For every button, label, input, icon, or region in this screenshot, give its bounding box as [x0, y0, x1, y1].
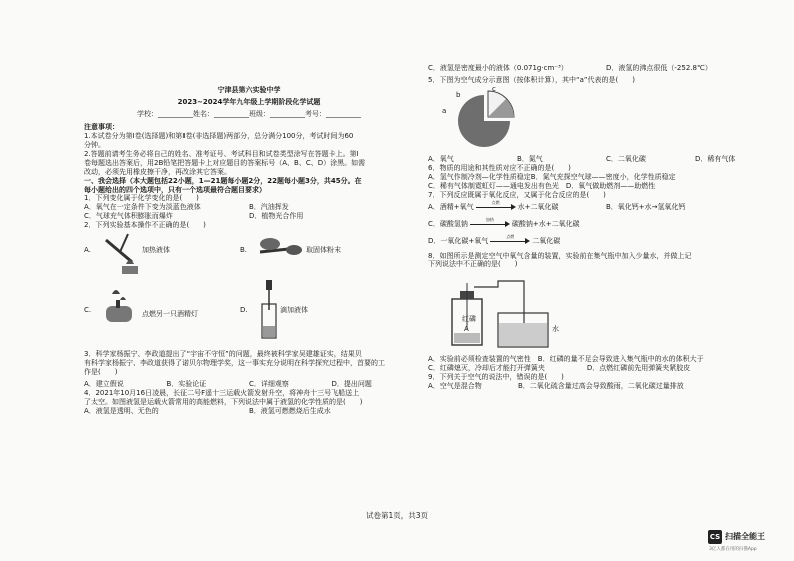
note-line: 改动，必须先用橡皮擦干净，再改涂其它答案。 — [84, 167, 231, 176]
q6-line: A．氢气作制冷剂—化学性质稳定B．氮气充探空气球——密度小，化学性质稳定 — [428, 172, 676, 181]
powder-figure — [256, 234, 306, 264]
alcohol-lamp-figure — [98, 286, 138, 332]
q7-option-a — [428, 200, 606, 212]
q7-option-d — [428, 234, 784, 246]
reaction-arrow — [476, 200, 516, 211]
q8-line: 8．如图所示是测定空气中氧气含量的装置，实验前在集气瓶中加入少量水，并做上记 — [428, 251, 692, 260]
q5-option-a: A．氧气 — [428, 154, 454, 163]
q4-line: 4．2021年10月16日凌晨，长征二号F遥十三运载火箭发射升空，将神舟十三号飞船送上 — [84, 389, 360, 398]
q4-options-row — [84, 407, 414, 416]
label-red-phosphorus: 红磷 — [462, 315, 476, 324]
q1-option-c: C．气球充气体积膨胀而爆炸 — [84, 212, 173, 221]
q7-c-reactants: C．碳酸氢钠 — [428, 219, 468, 228]
q8-option-ab: A．实验前必须检查装置的气密性 B．红磷的量不足会导致进入集气瓶中的水的体积大于 — [428, 355, 704, 364]
q9-stem: 9．下列关于空气的说法中，错误的是( ) — [428, 373, 564, 382]
q7-a-products: 水+二氧化碳 — [517, 202, 559, 211]
section1-heading-2: 每小题给出的四个选项中，只有一个选项最符合题目要求） — [84, 185, 266, 194]
q7-option-c — [428, 217, 784, 229]
watermark-sub: 3亿人都在用的扫描App — [709, 547, 757, 552]
q9-options-row — [428, 382, 784, 391]
section1-heading: 一、我会选择（本大题包括22小题，1—21题每小题2分，22题每小题3分，共45分。在 — [84, 176, 362, 185]
q2-caption-b: 取固体粉末 — [306, 246, 341, 255]
reaction-arrow — [470, 217, 510, 228]
q2-label-c: C. — [84, 306, 92, 315]
q5-option-b: B．氮气 — [517, 154, 543, 163]
label-a: A — [464, 325, 469, 334]
label-water: 水 — [552, 325, 559, 334]
pie-label-c: c — [492, 84, 496, 93]
watermark-name: 扫描全能王 — [725, 532, 765, 541]
q1-stem: 1．下列变化属于化学变化的是( ) — [84, 194, 199, 203]
q3-line: 作是( ) — [84, 368, 118, 377]
q8-line: 下列说法中不正确的是( ) — [428, 260, 518, 269]
note-line: 2.答题前请考生务必将自己的姓名、准考证号、考试科目和试卷类型涂写在答题卡上。第Ⅰ — [84, 149, 359, 158]
q2-caption-d: 滴加液体 — [280, 306, 308, 315]
q1-option-d: D．植物光合作用 — [249, 212, 304, 221]
notes-heading: 注意事项： — [84, 122, 119, 131]
q7-a-reactants: A．酒精+氧气 — [428, 202, 474, 211]
q2-figures — [84, 230, 414, 340]
q7-c-products: 碳酸钠+水+二氧化碳 — [511, 219, 580, 228]
right-column — [428, 0, 784, 391]
q3-option-c: C．详细观察 — [249, 380, 289, 389]
q4-option-d: D．液氢的沸点很低（-252.8℃） — [606, 64, 712, 72]
q4-options-row-2 — [428, 64, 784, 73]
q5-options-row — [428, 155, 784, 164]
q9-option-a: A．空气是混合物 — [428, 382, 482, 391]
reaction-condition: 点燃 — [506, 234, 515, 240]
q3-option-d: D．提出问题 — [331, 380, 372, 389]
q2-label-a: A. — [84, 246, 91, 255]
q6-line: C．稀有气体制霓虹灯——通电发出有色光 D．氧气做助燃剂——助燃性 — [428, 181, 656, 190]
heating-liquid-figure — [98, 230, 148, 276]
scanner-watermark — [708, 528, 788, 554]
note-line: 卷每题选出答案后，用2B铅笔把答题卡上对应题目的答案标号（A、B、C、D）涂黑。如需 — [84, 158, 366, 167]
note-line: 1.本试卷分为第Ⅰ卷(选择题)和第Ⅱ卷(非选择题)两部分，总分满分100分，考试时间为60 — [84, 131, 354, 140]
pie-label-a: a — [442, 106, 447, 115]
student-info-line: 学校：__________姓名：__________班级：__________考号：__________ — [137, 109, 361, 118]
q3-line: 有科学家杨振宁、李政道获得了诺贝尔物理学奖，这一事实充分说明在科学探究过程中，首要的工 — [84, 359, 385, 368]
q7-option-b: B．氧化钙+水→氢氧化钙 — [606, 202, 686, 211]
note-line: 分钟。 — [84, 140, 105, 149]
q6-stem: 6．物质的用途和其性质对应不正确的是( ) — [428, 163, 571, 172]
q1-options-row — [84, 212, 414, 221]
reaction-condition: 点燃 — [491, 200, 500, 206]
reaction-arrow — [490, 234, 530, 245]
air-composition-pie — [452, 84, 522, 153]
q7-d-reactants: D．一氧化碳+氧气 — [428, 236, 489, 245]
camscanner-logo-icon: CS — [708, 530, 722, 544]
q2-label-b: B. — [240, 246, 248, 255]
q1-option-b: B．汽油挥发 — [249, 203, 289, 212]
q3-options-row — [84, 380, 414, 389]
oxygen-measure-apparatus — [438, 273, 568, 349]
q2-caption-a: 加热液体 — [142, 246, 170, 255]
q4-option-b: B．液氢可燃燃烧后生成水 — [249, 407, 331, 416]
q4-line: 了太空。如图液氢是运载火箭常用的高能燃料，下列说法中属于液氢的化学性质的是( ) — [84, 398, 363, 407]
q4-option-a: A．液氢是透明、无色的 — [84, 407, 159, 416]
left-column — [84, 0, 414, 416]
q5-pie-figure — [428, 85, 784, 155]
q8-option-cd: C．红磷熄灭，冷却后才能打开弹簧夹 D．点燃红磷前先用弹簧夹紧胶皮 — [428, 364, 691, 373]
exam-title: 2023~2024学年九年级上学期阶段化学试题 — [177, 97, 321, 106]
q8-apparatus-figure — [428, 269, 784, 351]
q7-stem: 7．下列反应既属于氧化反应，又属于化合反应的是( ) — [428, 190, 606, 199]
q2-label-d: D. — [240, 306, 248, 315]
pie-label-b: b — [456, 90, 461, 99]
q2-stem: 2．下列实验基本操作不正确的是( ) — [84, 221, 206, 230]
q5-stem: 5．下图为空气成分示意图（按体积计算），其中“a”代表的是( ) — [428, 75, 635, 84]
q4-option-c: C．液氢是密度最小的液体（0.071g·cm⁻³） — [428, 64, 568, 72]
school-name: 宁津县第六实验中学 — [217, 86, 281, 94]
q5-option-c: C．二氧化碳 — [606, 154, 646, 163]
page-footer: 试卷第1页，共3页 — [365, 511, 429, 520]
q9-option-b: B．二氧化硫含量过高会导致酸雨，二氧化碳过量排放 — [518, 382, 684, 391]
q7-row-ab — [428, 200, 784, 212]
q5-option-d: D．稀有气体 — [695, 154, 736, 163]
q3-option-a: A．建立假说 — [84, 380, 124, 389]
q3-option-b: B．实验论证 — [166, 380, 207, 389]
q7-d-products: 二氧化碳 — [532, 236, 561, 245]
reaction-condition: 加热 — [485, 217, 494, 223]
q1-option-a: A．氧气在一定条件下变为淡蓝色液体 — [84, 203, 201, 212]
q3-line: 3．科学家杨振宁、李政道提出了“宇宙不守恒”的问题，最终被科学家吴建雄证实，结果贝 — [84, 350, 362, 359]
q2-caption-c: 点燃另一只酒精灯 — [142, 310, 198, 319]
